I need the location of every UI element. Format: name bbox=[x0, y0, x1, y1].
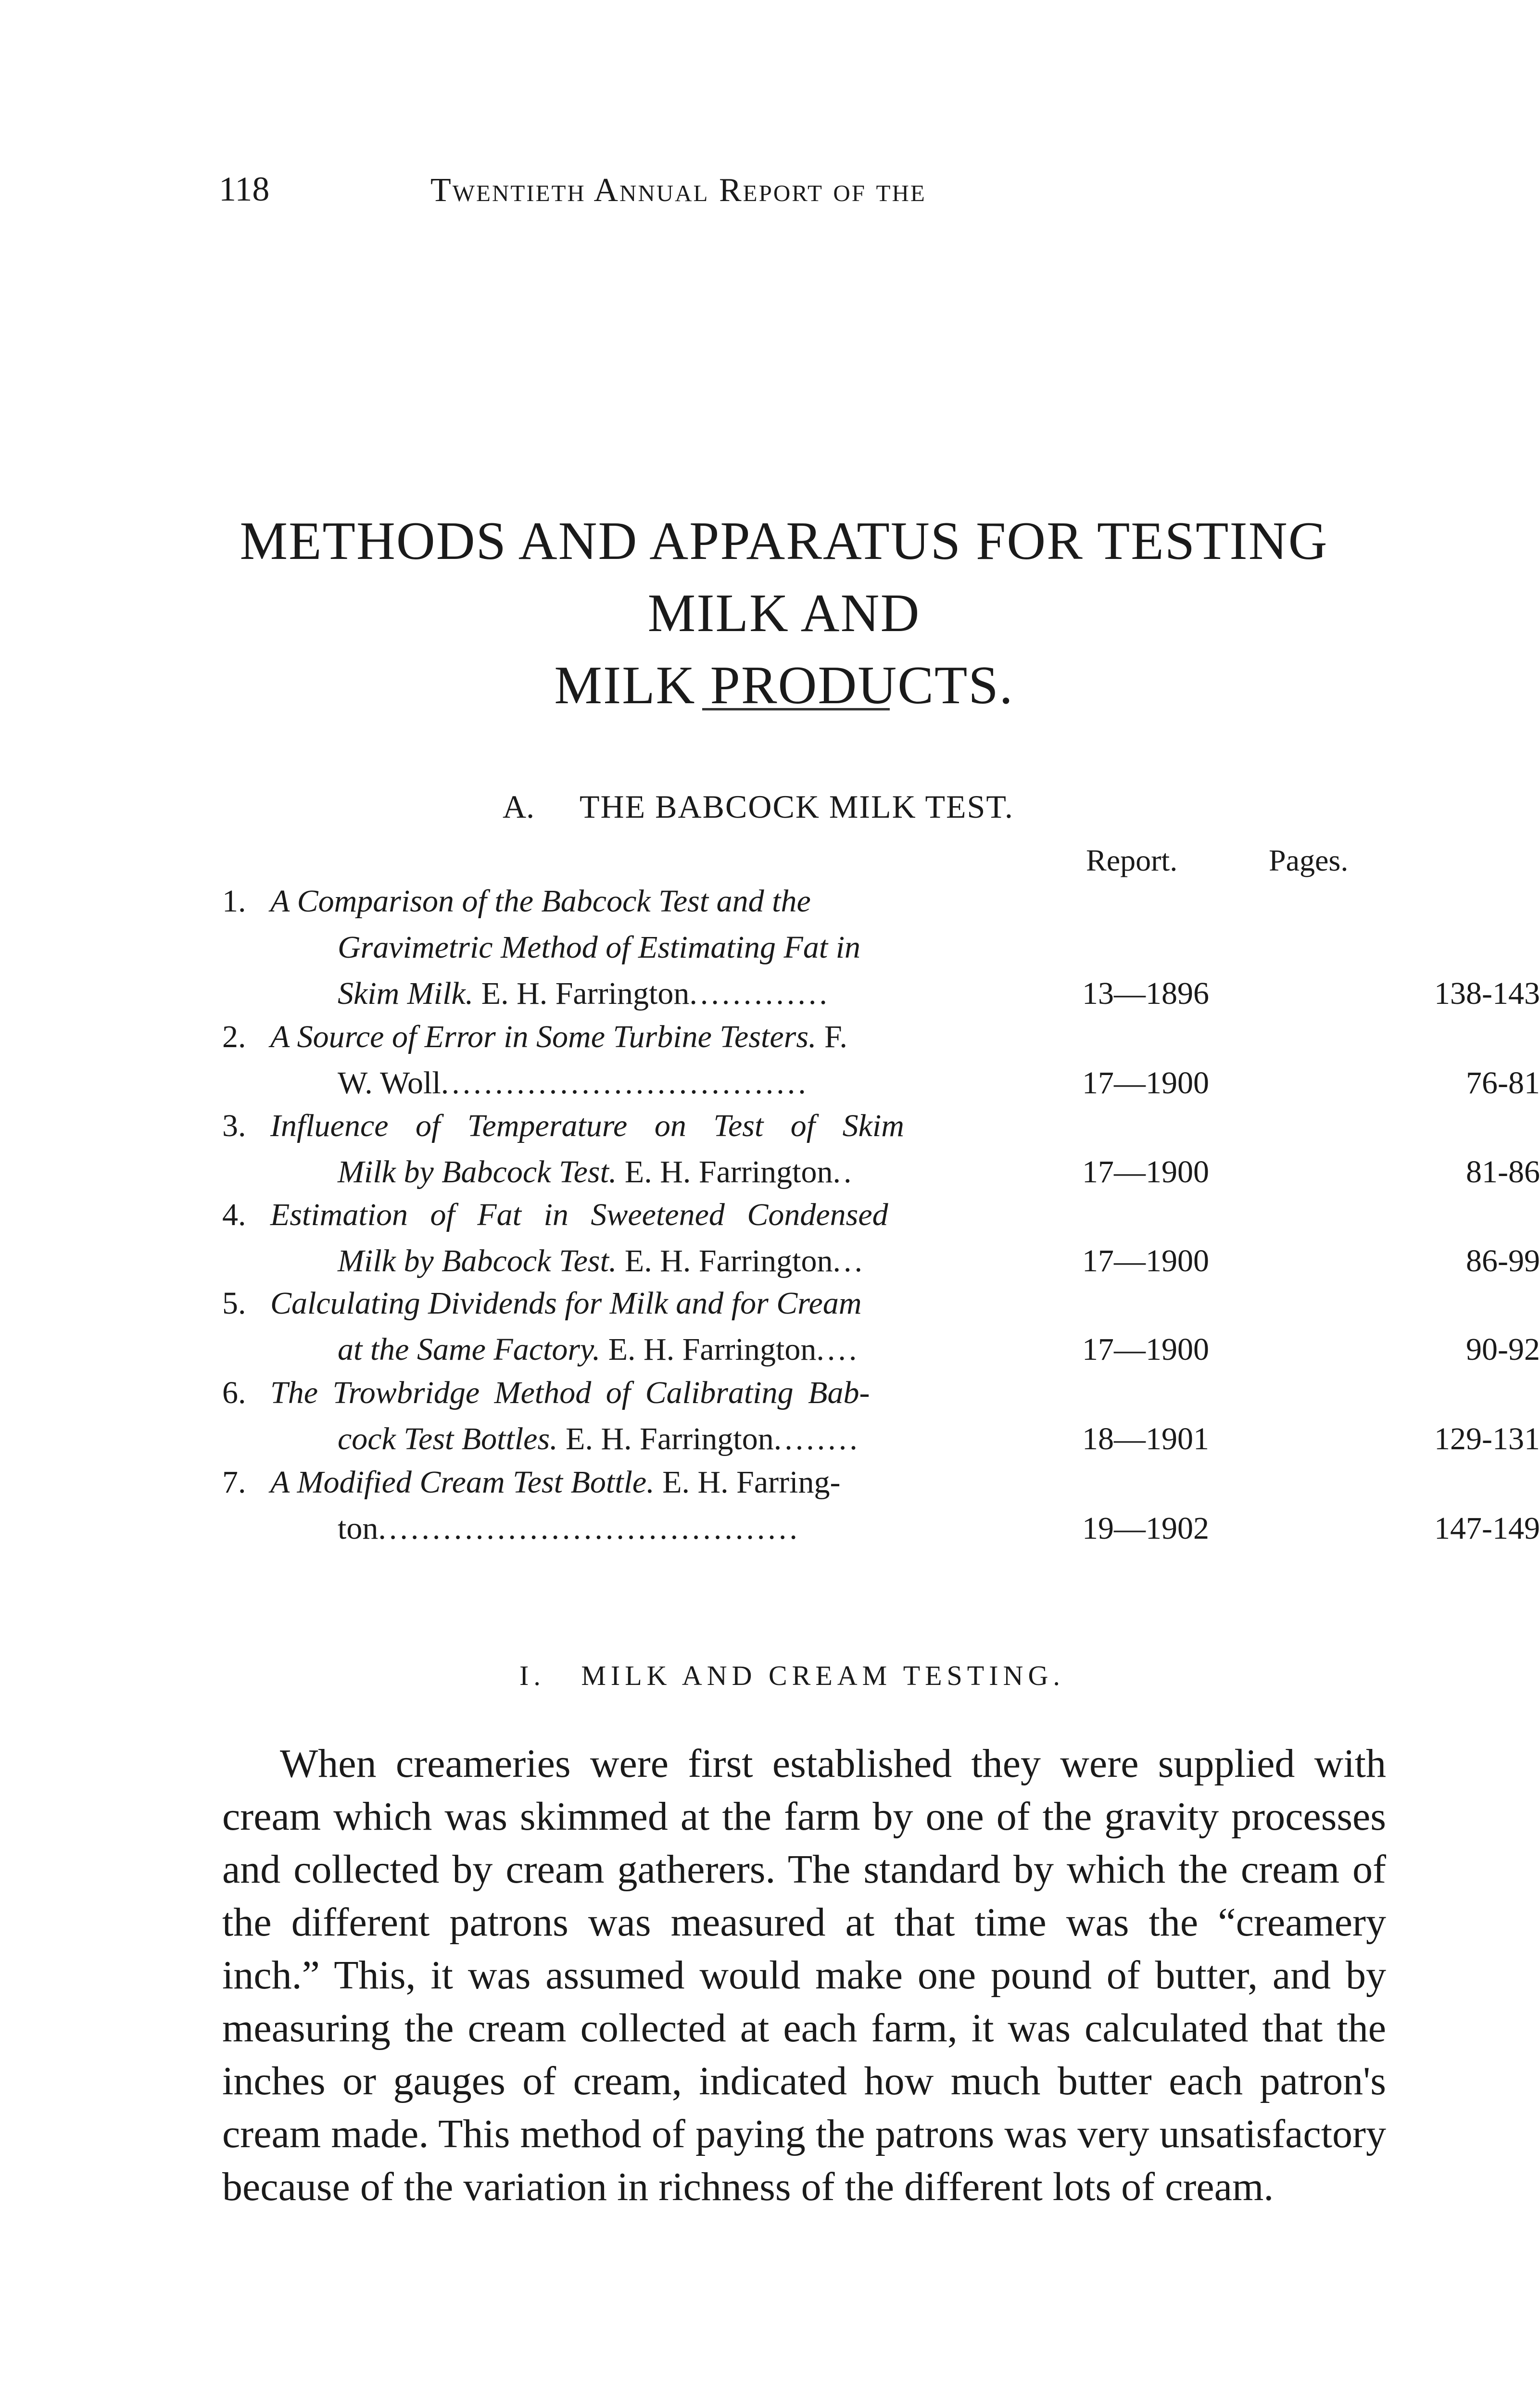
entry-report: 17—1900 bbox=[1082, 1332, 1209, 1367]
entry-author: E. H. Farrington bbox=[624, 1154, 833, 1190]
running-title: Twentieth Annual Report of the bbox=[430, 172, 926, 209]
leader-dots: ....................................... bbox=[378, 1511, 800, 1546]
list-item bbox=[222, 883, 1540, 1027]
leader-dots: .................................. bbox=[441, 1065, 809, 1101]
list-item bbox=[222, 1108, 1540, 1204]
leader-dots: .... bbox=[816, 1332, 860, 1367]
list-item bbox=[222, 1375, 1540, 1471]
title-divider bbox=[702, 708, 890, 710]
entry-number: 1. bbox=[222, 884, 246, 919]
page-title-line-2: MILK PRODUCTS. bbox=[554, 656, 1014, 715]
entry-pages: 90-92 bbox=[1466, 1332, 1540, 1367]
running-header bbox=[219, 169, 1373, 217]
entry-report: 17—1900 bbox=[1082, 1243, 1209, 1278]
entry-report: 13—1896 bbox=[1082, 976, 1209, 1011]
entry-pages: 86-99 bbox=[1466, 1243, 1540, 1278]
entry-title-line-2: Milk by Babcock Test. bbox=[338, 1154, 617, 1190]
section-letter: A. bbox=[503, 788, 535, 825]
entry-report: 18—1901 bbox=[1082, 1421, 1209, 1456]
entry-report: 19—1902 bbox=[1082, 1511, 1209, 1546]
entry-report: 17—1900 bbox=[1082, 1065, 1209, 1101]
entry-author-part: E. H. Farring- bbox=[662, 1465, 841, 1500]
entry-title-line-2: cock Test Bottles. bbox=[338, 1421, 558, 1456]
entry-number: 7. bbox=[222, 1465, 246, 1500]
column-header-pages: Pages. bbox=[1269, 843, 1349, 877]
entry-number: 6. bbox=[222, 1375, 246, 1410]
entry-number: 5. bbox=[222, 1286, 246, 1321]
entry-author-part: F. bbox=[824, 1019, 847, 1054]
entry-title-line-1: A Source of Error in Some Turbine Testers. bbox=[270, 1019, 817, 1054]
entry-pages: 81-86 bbox=[1466, 1154, 1540, 1190]
list-item bbox=[222, 1464, 1540, 1560]
leader-dots: ........ bbox=[773, 1421, 860, 1456]
subsection-roman: I. bbox=[519, 1660, 545, 1691]
entry-title-line-1: Calculating Dividends for Milk and for Cream bbox=[270, 1286, 862, 1321]
entry-title-line-2: at the Same Factory. bbox=[338, 1332, 601, 1367]
entry-number: 2. bbox=[222, 1019, 246, 1054]
section-name: THE BABCOCK MILK TEST. bbox=[580, 788, 1014, 825]
entry-title-line-1: A Comparison of the Babcock Test and the bbox=[270, 884, 811, 919]
body-paragraph: When creameries were first established they were supplied with cream which was skimmed at the farm by one of the gravity processes and collected by cream gatherers. The standard by which the cream of the different patrons was measured at that time was the “creamery inch.” This, it was assumed would make one pound of butter, and by measuring the cream collected at each farm, it was calculated that the inches or gauges of cream, indicated how much butter each patron's cream made. This method of paying the patrons was very unsatisfactory because of the variation in richness of the different lots of cream. bbox=[222, 1741, 1386, 2209]
entry-pages: 76-81 bbox=[1466, 1065, 1540, 1101]
entry-title-line-1: Influence of Temperature on Test of Skim bbox=[270, 1108, 904, 1143]
page-title-line-1: METHODS AND APPARATUS FOR TESTING MILK AND bbox=[240, 511, 1328, 643]
entry-title-line-2: Gravimetric Method of Estimating Fat in bbox=[338, 930, 861, 965]
leader-dots: ... bbox=[833, 1243, 866, 1278]
entry-title-line-1: Estimation of Fat in Sweetened Condensed bbox=[270, 1197, 888, 1232]
entry-title-line-1: A Modified Cream Test Bottle. bbox=[270, 1465, 655, 1500]
entry-author: ton bbox=[338, 1511, 379, 1546]
entry-author: E. H. Farrington bbox=[624, 1243, 833, 1278]
entry-number: 4. bbox=[222, 1197, 246, 1232]
entry-pages: 147-149 bbox=[1434, 1511, 1540, 1546]
list-item bbox=[222, 1197, 1540, 1293]
entry-title-line-2: Milk by Babcock Test. bbox=[338, 1243, 617, 1278]
entry-report: 17—1900 bbox=[1082, 1154, 1209, 1190]
entry-author: W. Woll bbox=[338, 1065, 441, 1101]
entry-author: E. H. Farrington bbox=[608, 1332, 817, 1367]
list-item bbox=[222, 1285, 1540, 1381]
page-title bbox=[183, 505, 1385, 722]
subsection-heading bbox=[519, 1659, 1065, 1692]
leader-dots: ............. bbox=[689, 976, 830, 1011]
list-item bbox=[222, 1019, 1540, 1115]
entry-pages: 138-143 bbox=[1434, 976, 1540, 1011]
subsection-name: MILK AND CREAM TESTING. bbox=[581, 1660, 1065, 1691]
page-number: 118 bbox=[219, 170, 270, 208]
entry-number: 3. bbox=[222, 1108, 246, 1143]
entry-pages: 129-131 bbox=[1434, 1421, 1540, 1456]
column-header-report: Report. bbox=[1086, 843, 1178, 877]
entry-author: E. H. Farrington bbox=[566, 1421, 774, 1456]
entry-title-line-3: Skim Milk. bbox=[338, 976, 474, 1011]
leader-dots: .. bbox=[833, 1154, 855, 1190]
entry-author: E. H. Farrington bbox=[481, 976, 690, 1011]
entry-title-line-1: The Trowbridge Method of Calibrating Bab- bbox=[270, 1375, 870, 1410]
